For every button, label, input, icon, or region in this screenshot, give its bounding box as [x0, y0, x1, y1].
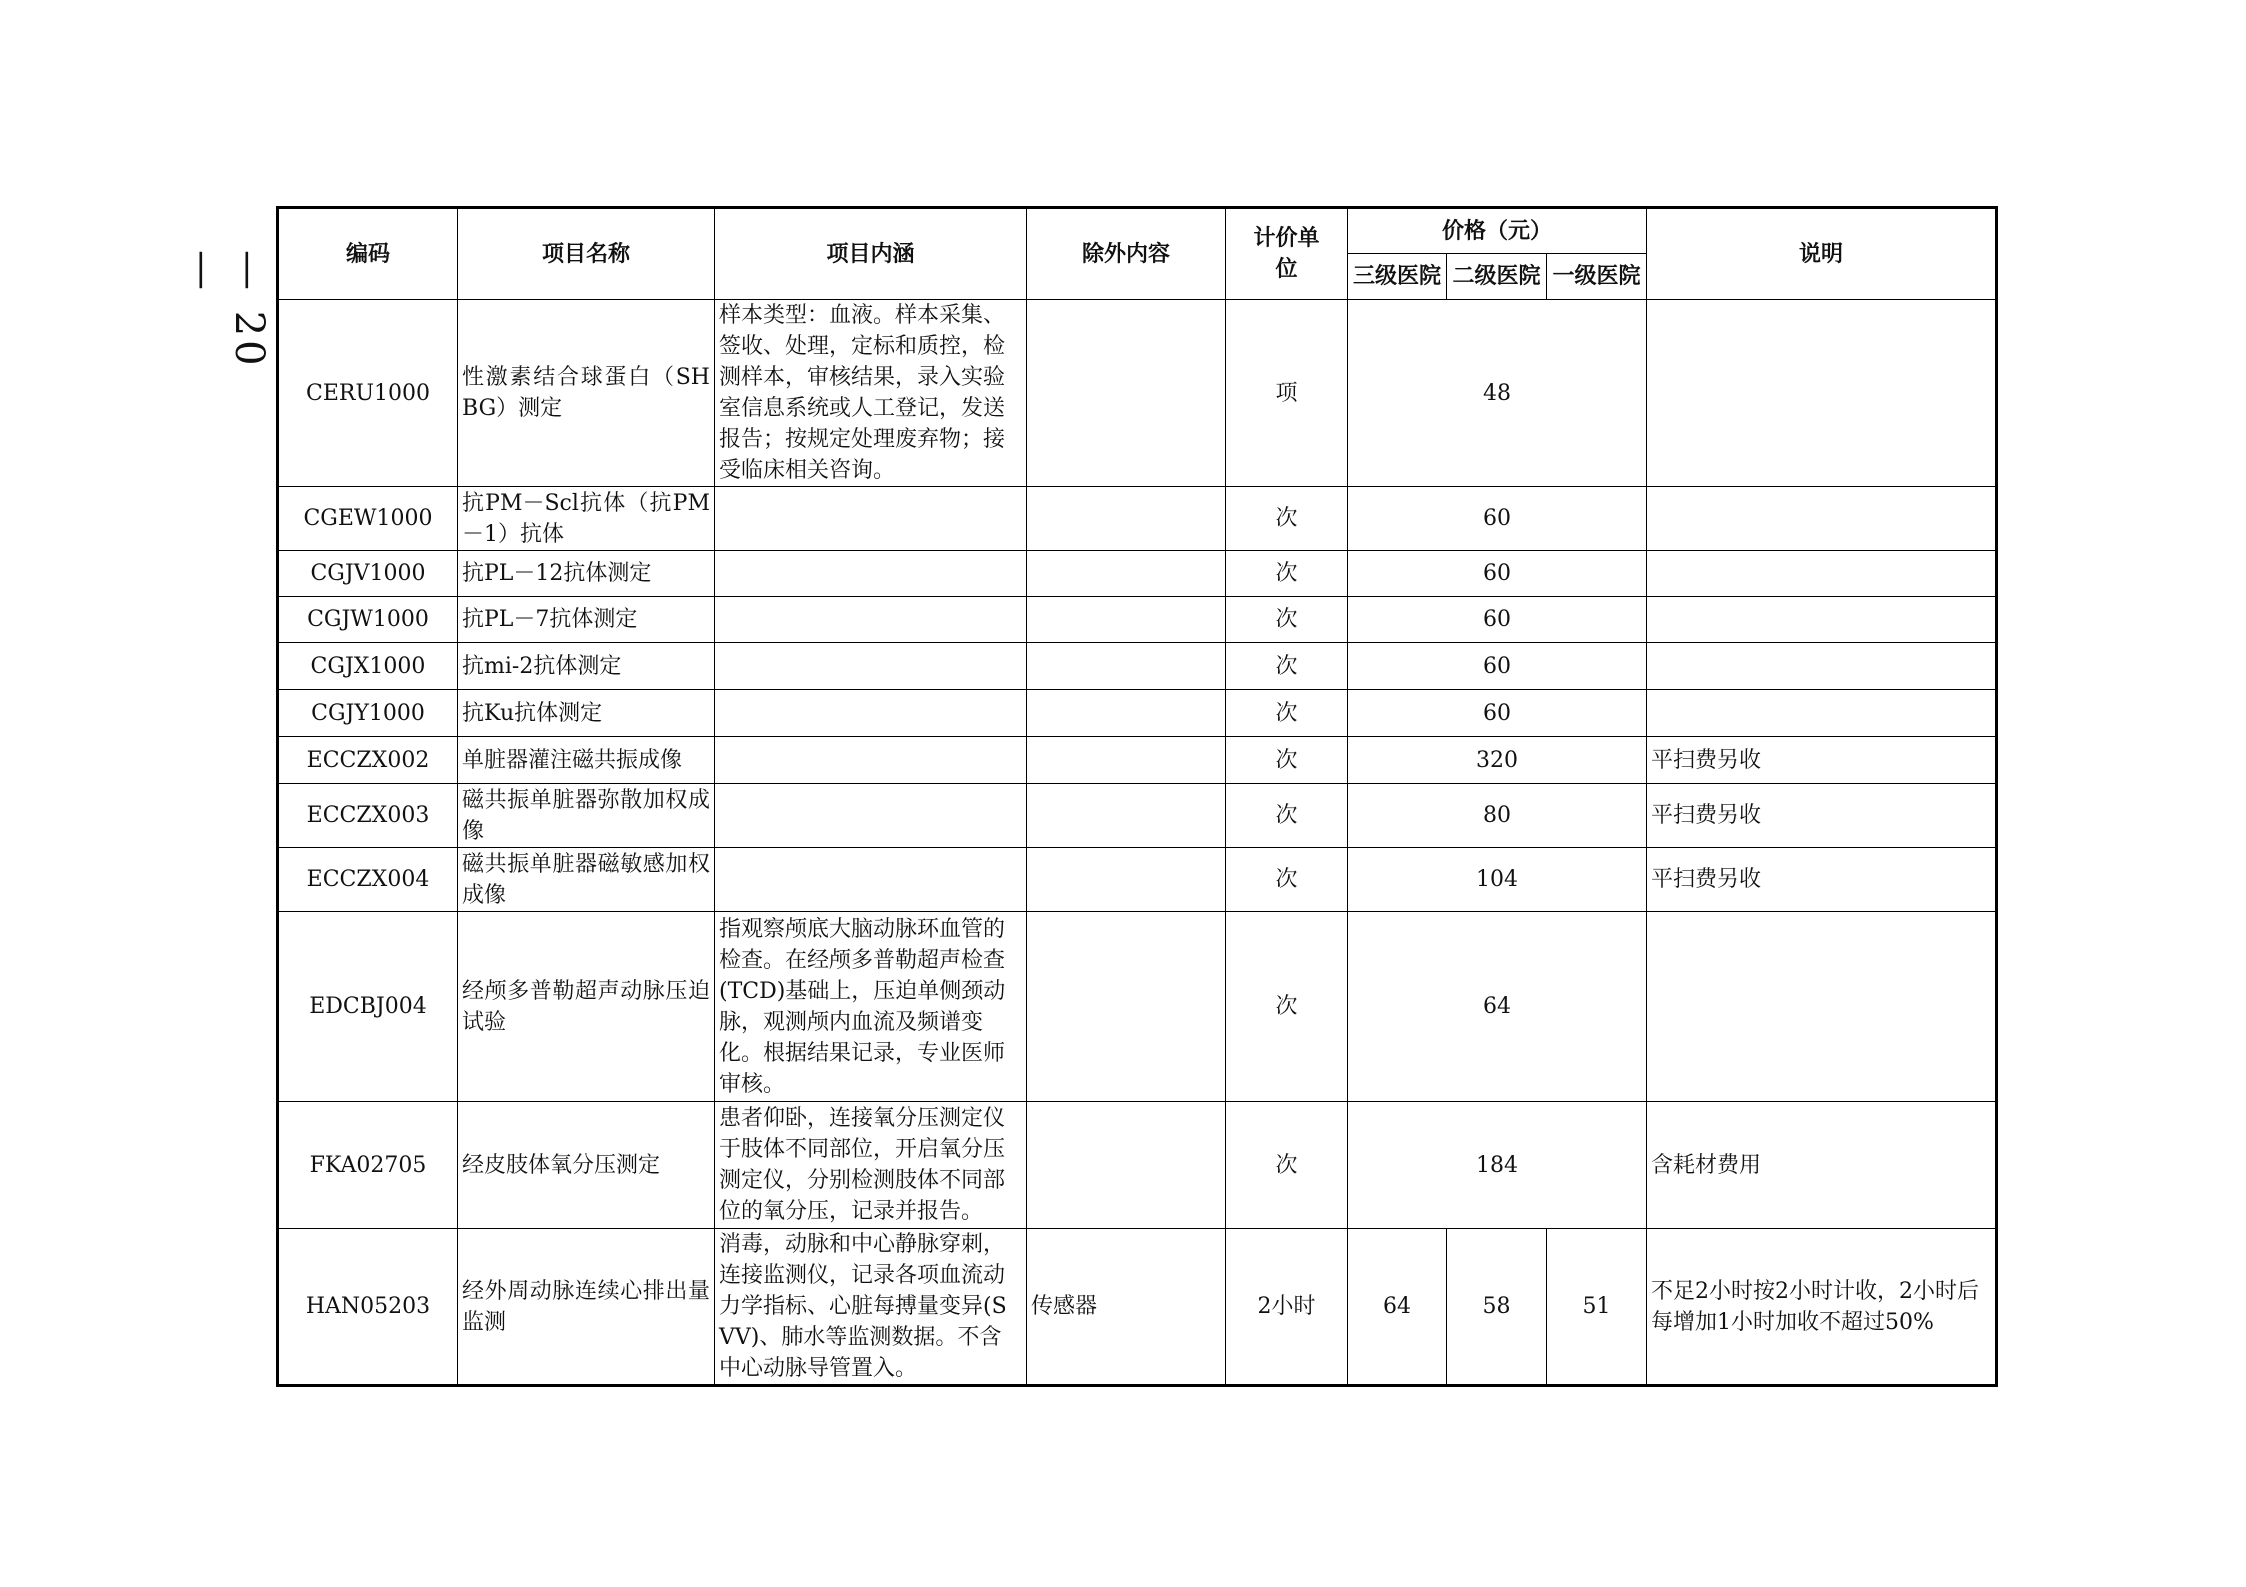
row-name: 单脏器灌注磁共振成像 — [458, 737, 715, 784]
row-note: 平扫费另收 — [1647, 848, 1997, 912]
table-row — [278, 737, 1997, 784]
row-description: 样本类型：血液。样本采集、签收、处理，定标和质控，检测样本，审核结果，录入实验室信息系统或人工登记，发送报告；按规定处理废弃物；接受临床相关咨询。 — [715, 300, 1027, 487]
row-code: CGEW1000 — [278, 487, 458, 551]
header-description: 项目内涵 — [715, 208, 1027, 300]
header-name: 项目名称 — [458, 208, 715, 300]
table-row — [278, 487, 1997, 551]
row-unit: 次 — [1226, 848, 1348, 912]
row-unit: 次 — [1226, 597, 1348, 643]
page-number: — 20 — — [180, 250, 272, 370]
row-unit: 次 — [1226, 737, 1348, 784]
row-note: 含耗材费用 — [1647, 1102, 1997, 1229]
row-name: 经颅多普勒超声动脉压迫试验 — [458, 912, 715, 1102]
row-exclusions — [1027, 487, 1226, 551]
row-code: HAN05203 — [278, 1229, 458, 1386]
row-code: ECCZX004 — [278, 848, 458, 912]
row-description — [715, 848, 1027, 912]
row-price-level3: 64 — [1348, 1229, 1447, 1386]
row-exclusions — [1027, 784, 1226, 848]
row-unit: 次 — [1226, 912, 1348, 1102]
row-code: FKA02705 — [278, 1102, 458, 1229]
row-note — [1647, 643, 1997, 690]
table-row — [278, 643, 1997, 690]
row-price: 48 — [1348, 300, 1647, 487]
row-unit: 项 — [1226, 300, 1348, 487]
table-row — [278, 597, 1997, 643]
row-price: 184 — [1348, 1102, 1647, 1229]
header-exclusions: 除外内容 — [1027, 208, 1226, 300]
row-description — [715, 597, 1027, 643]
row-name: 抗PL－12抗体测定 — [458, 551, 715, 597]
row-exclusions — [1027, 690, 1226, 737]
row-unit: 次 — [1226, 643, 1348, 690]
table-row — [278, 912, 1997, 1102]
row-note: 平扫费另收 — [1647, 737, 1997, 784]
table-row — [278, 300, 1997, 487]
row-description — [715, 487, 1027, 551]
row-description: 指观察颅底大脑动脉环血管的检查。在经颅多普勒超声检查(TCD)基础上，压迫单侧颈动脉，观测颅内血流及频谱变化。根据结果记录，专业医师审核。 — [715, 912, 1027, 1102]
row-code: EDCBJ004 — [278, 912, 458, 1102]
fee-table — [276, 206, 1998, 1387]
row-note — [1647, 487, 1997, 551]
row-exclusions — [1027, 643, 1226, 690]
row-unit: 次 — [1226, 784, 1348, 848]
row-price-level2: 58 — [1447, 1229, 1547, 1386]
row-price: 104 — [1348, 848, 1647, 912]
row-exclusions: 传感器 — [1027, 1229, 1226, 1386]
row-description — [715, 784, 1027, 848]
row-code: ECCZX002 — [278, 737, 458, 784]
row-price-level1: 51 — [1547, 1229, 1647, 1386]
row-code: CGJX1000 — [278, 643, 458, 690]
row-description: 消毒，动脉和中心静脉穿刺，连接监测仪，记录各项血流动力学指标、心脏每搏量变异(SVV)、肺水等监测数据。不含中心动脉导管置入。 — [715, 1229, 1027, 1386]
header-price: 价格（元） — [1348, 208, 1647, 254]
row-description: 患者仰卧，连接氧分压测定仪于肢体不同部位，开启氧分压测定仪，分别检测肢体不同部位的氧分压，记录并报告。 — [715, 1102, 1027, 1229]
row-price: 64 — [1348, 912, 1647, 1102]
table-row — [278, 551, 1997, 597]
row-exclusions — [1027, 737, 1226, 784]
row-name: 抗PL－7抗体测定 — [458, 597, 715, 643]
row-name: 抗Ku抗体测定 — [458, 690, 715, 737]
row-unit: 次 — [1226, 690, 1348, 737]
row-price: 60 — [1348, 597, 1647, 643]
row-note — [1647, 597, 1997, 643]
row-note — [1647, 912, 1997, 1102]
header-level3: 三级医院 — [1348, 254, 1447, 300]
table-row — [278, 1102, 1997, 1229]
row-exclusions — [1027, 300, 1226, 487]
table-row — [278, 1229, 1997, 1386]
row-name: 磁共振单脏器弥散加权成像 — [458, 784, 715, 848]
row-name: 性激素结合球蛋白（SHBG）测定 — [458, 300, 715, 487]
row-code: CGJY1000 — [278, 690, 458, 737]
row-code: CGJV1000 — [278, 551, 458, 597]
row-unit: 次 — [1226, 551, 1348, 597]
row-description — [715, 737, 1027, 784]
row-name: 经皮肢体氧分压测定 — [458, 1102, 715, 1229]
row-code: CGJW1000 — [278, 597, 458, 643]
row-exclusions — [1027, 551, 1226, 597]
row-exclusions — [1027, 848, 1226, 912]
row-exclusions — [1027, 597, 1226, 643]
row-note — [1647, 300, 1997, 487]
table-row — [278, 848, 1997, 912]
table-body — [278, 300, 1997, 1386]
row-name: 经外周动脉连续心排出量监测 — [458, 1229, 715, 1386]
row-price: 320 — [1348, 737, 1647, 784]
row-exclusions — [1027, 912, 1226, 1102]
row-name: 磁共振单脏器磁敏感加权成像 — [458, 848, 715, 912]
row-note — [1647, 551, 1997, 597]
row-price: 60 — [1348, 551, 1647, 597]
row-name: 抗PM－Scl抗体（抗PM－1）抗体 — [458, 487, 715, 551]
row-name: 抗mi-2抗体测定 — [458, 643, 715, 690]
header-level1: 一级医院 — [1547, 254, 1647, 300]
row-description — [715, 690, 1027, 737]
row-note — [1647, 690, 1997, 737]
row-description — [715, 551, 1027, 597]
row-note: 不足2小时按2小时计收，2小时后每增加1小时加收不超过50% — [1647, 1229, 1997, 1386]
header-code: 编码 — [278, 208, 458, 300]
row-price: 60 — [1348, 690, 1647, 737]
row-price: 80 — [1348, 784, 1647, 848]
header-note: 说明 — [1647, 208, 1997, 300]
row-price: 60 — [1348, 643, 1647, 690]
row-code: CERU1000 — [278, 300, 458, 487]
row-description — [715, 643, 1027, 690]
table-row — [278, 784, 1997, 848]
row-price: 60 — [1348, 487, 1647, 551]
row-exclusions — [1027, 1102, 1226, 1229]
row-unit: 次 — [1226, 487, 1348, 551]
row-unit: 2小时 — [1226, 1229, 1348, 1386]
row-note: 平扫费另收 — [1647, 784, 1997, 848]
row-code: ECCZX003 — [278, 784, 458, 848]
header-level2: 二级医院 — [1447, 254, 1547, 300]
row-unit: 次 — [1226, 1102, 1348, 1229]
header-unit: 计价单位 — [1226, 208, 1348, 300]
table-row — [278, 690, 1997, 737]
